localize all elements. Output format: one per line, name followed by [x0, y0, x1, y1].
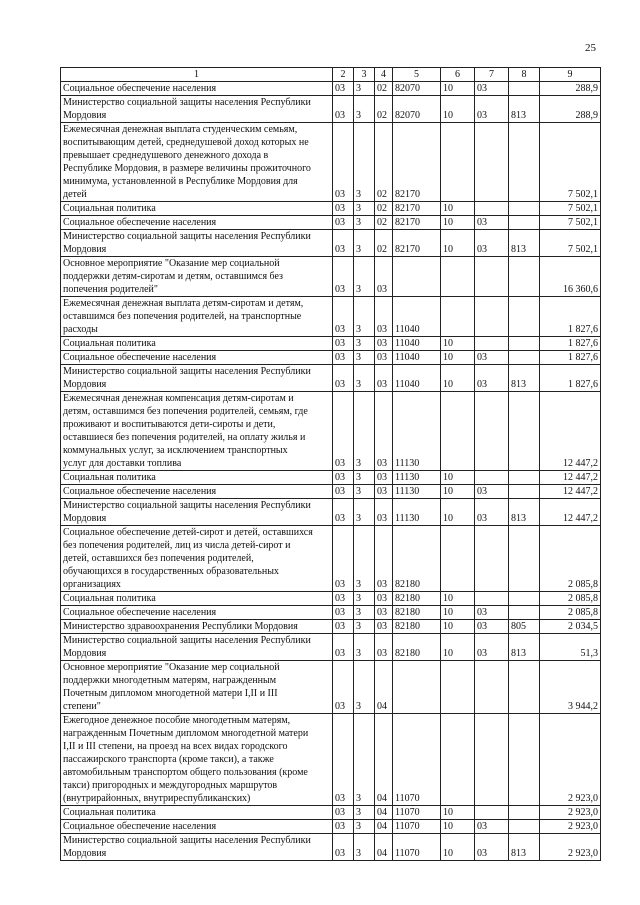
code-cell-c3: 3 — [354, 606, 375, 620]
amount-cell: 1 827,6 — [540, 365, 601, 392]
table-row — [61, 606, 601, 620]
table-row — [61, 820, 601, 834]
code-cell-c4: 02 — [375, 123, 393, 202]
code-cell-c5: 11070 — [393, 806, 441, 820]
code-cell-c8 — [509, 485, 540, 499]
code-cell-c2: 03 — [333, 257, 354, 297]
code-cell-c7: 03 — [475, 820, 509, 834]
code-cell-c3: 3 — [354, 297, 375, 337]
code-cell-c6: 10 — [441, 82, 475, 96]
code-cell-c5: 82170 — [393, 230, 441, 257]
code-cell-c5: 82170 — [393, 216, 441, 230]
code-cell-c8: 813 — [509, 365, 540, 392]
table-row — [61, 485, 601, 499]
code-cell-c6: 10 — [441, 806, 475, 820]
table-row — [61, 337, 601, 351]
code-cell-c2: 03 — [333, 96, 354, 123]
row-name-cell: Ежемесячная денежная выплата студенческим семьям, воспитывающим детей, среднедушевой доход которых не превышает среднедушевого денежного дохода в Республике Мордовия, в размере величины прожиточного минимума, установленной в Республике Мордовия для детей — [61, 123, 333, 202]
table-row — [61, 661, 601, 714]
code-cell-c4: 04 — [375, 820, 393, 834]
code-cell-c7 — [475, 297, 509, 337]
code-cell-c3: 3 — [354, 661, 375, 714]
row-name-cell: Ежемесячная денежная выплата детям-сиротам и детям, оставшимся без попечения родителей, на транспортные расходы — [61, 297, 333, 337]
table-row — [61, 471, 601, 485]
code-cell-c5: 82170 — [393, 123, 441, 202]
code-cell-c3: 3 — [354, 96, 375, 123]
code-cell-c8: 813 — [509, 499, 540, 526]
code-cell-c4: 03 — [375, 471, 393, 485]
code-cell-c3: 3 — [354, 337, 375, 351]
code-cell-c5: 11130 — [393, 471, 441, 485]
code-cell-c3: 3 — [354, 592, 375, 606]
code-cell-c6: 10 — [441, 592, 475, 606]
code-cell-c4: 02 — [375, 96, 393, 123]
code-cell-c6: 10 — [441, 471, 475, 485]
code-cell-c8: 813 — [509, 230, 540, 257]
code-cell-c7: 03 — [475, 230, 509, 257]
amount-cell: 1 827,6 — [540, 337, 601, 351]
code-cell-c4: 04 — [375, 661, 393, 714]
code-cell-c7: 03 — [475, 499, 509, 526]
amount-cell: 2 923,0 — [540, 834, 601, 861]
code-cell-c7: 03 — [475, 485, 509, 499]
code-cell-c7 — [475, 471, 509, 485]
code-cell-c2: 03 — [333, 634, 354, 661]
code-cell-c5: 11040 — [393, 337, 441, 351]
amount-cell: 2 923,0 — [540, 820, 601, 834]
code-cell-c2: 03 — [333, 297, 354, 337]
amount-cell: 1 827,6 — [540, 297, 601, 337]
code-cell-c3: 3 — [354, 634, 375, 661]
table-row — [61, 82, 601, 96]
code-cell-c8 — [509, 123, 540, 202]
code-cell-c4: 02 — [375, 202, 393, 216]
code-cell-c3: 3 — [354, 526, 375, 592]
amount-cell: 2 085,8 — [540, 592, 601, 606]
code-cell-c6: 10 — [441, 499, 475, 526]
code-cell-c2: 03 — [333, 202, 354, 216]
code-cell-c8 — [509, 820, 540, 834]
header-cell: 4 — [375, 68, 393, 82]
code-cell-c2: 03 — [333, 620, 354, 634]
code-cell-c7 — [475, 202, 509, 216]
code-cell-c8 — [509, 526, 540, 592]
code-cell-c7: 03 — [475, 82, 509, 96]
row-name-cell: Социальное обеспечение детей-сирот и детей, оставшихся без попечения родителей, лиц из числа детей-сирот и детей, оставшихся без попечения родителей, обучающихся в государственных образовательных организациях — [61, 526, 333, 592]
code-cell-c4: 03 — [375, 351, 393, 365]
row-name-cell: Социальная политика — [61, 806, 333, 820]
code-cell-c3: 3 — [354, 257, 375, 297]
code-cell-c2: 03 — [333, 82, 354, 96]
code-cell-c4: 03 — [375, 257, 393, 297]
row-name-cell: Социальная политика — [61, 592, 333, 606]
code-cell-c6: 10 — [441, 820, 475, 834]
code-cell-c5: 11070 — [393, 834, 441, 861]
code-cell-c3: 3 — [354, 714, 375, 806]
code-cell-c2: 03 — [333, 392, 354, 471]
row-name-cell: Ежемесячная денежная компенсация детям-сиротам и детям, оставшимся без попечения родителей, семьям, где проживают и воспитываются дети-сироты и дети, оставшиеся без попечения родителей, на оплату жилья и коммунальных услуг, за исключением транспортных услуг для доставки топлива — [61, 392, 333, 471]
code-cell-c2: 03 — [333, 661, 354, 714]
row-name-cell: Министерство социальной защиты населения Республики Мордовия — [61, 96, 333, 123]
code-cell-c5: 82180 — [393, 620, 441, 634]
code-cell-c2: 03 — [333, 337, 354, 351]
code-cell-c3: 3 — [354, 123, 375, 202]
code-cell-c7: 03 — [475, 96, 509, 123]
row-name-cell: Министерство социальной защиты населения Республики Мордовия — [61, 634, 333, 661]
code-cell-c5: 11040 — [393, 365, 441, 392]
table-row — [61, 365, 601, 392]
code-cell-c6 — [441, 257, 475, 297]
code-cell-c8 — [509, 351, 540, 365]
code-cell-c8: 813 — [509, 96, 540, 123]
code-cell-c8 — [509, 592, 540, 606]
code-cell-c6: 10 — [441, 834, 475, 861]
row-name-cell: Социальная политика — [61, 337, 333, 351]
code-cell-c7 — [475, 806, 509, 820]
code-cell-c7: 03 — [475, 634, 509, 661]
code-cell-c6: 10 — [441, 96, 475, 123]
header-cell: 2 — [333, 68, 354, 82]
code-cell-c3: 3 — [354, 485, 375, 499]
code-cell-c8 — [509, 337, 540, 351]
code-cell-c4: 02 — [375, 82, 393, 96]
code-cell-c7 — [475, 257, 509, 297]
code-cell-c7: 03 — [475, 620, 509, 634]
code-cell-c3: 3 — [354, 834, 375, 861]
amount-cell: 2 034,5 — [540, 620, 601, 634]
code-cell-c4: 03 — [375, 297, 393, 337]
code-cell-c6: 10 — [441, 337, 475, 351]
row-name-cell: Министерство социальной защиты населения Республики Мордовия — [61, 834, 333, 861]
code-cell-c2: 03 — [333, 123, 354, 202]
code-cell-c5 — [393, 661, 441, 714]
code-cell-c7: 03 — [475, 606, 509, 620]
row-name-cell: Социальная политика — [61, 202, 333, 216]
code-cell-c3: 3 — [354, 230, 375, 257]
code-cell-c5 — [393, 257, 441, 297]
code-cell-c4: 03 — [375, 485, 393, 499]
code-cell-c5: 11070 — [393, 820, 441, 834]
code-cell-c3: 3 — [354, 392, 375, 471]
code-cell-c4: 03 — [375, 592, 393, 606]
code-cell-c6: 10 — [441, 606, 475, 620]
code-cell-c4: 04 — [375, 834, 393, 861]
code-cell-c4: 03 — [375, 365, 393, 392]
code-cell-c2: 03 — [333, 499, 354, 526]
code-cell-c4: 03 — [375, 620, 393, 634]
code-cell-c4: 04 — [375, 714, 393, 806]
code-cell-c8 — [509, 202, 540, 216]
row-name-cell: Министерство социальной защиты населения Республики Мордовия — [61, 499, 333, 526]
code-cell-c2: 03 — [333, 230, 354, 257]
table-row — [61, 257, 601, 297]
amount-cell: 2 085,8 — [540, 606, 601, 620]
header-cell: 1 — [61, 68, 333, 82]
header-cell: 3 — [354, 68, 375, 82]
header-cell: 5 — [393, 68, 441, 82]
code-cell-c2: 03 — [333, 216, 354, 230]
row-name-cell: Министерство здравоохранения Республики Мордовия — [61, 620, 333, 634]
row-name-cell: Социальное обеспечение населения — [61, 606, 333, 620]
code-cell-c8 — [509, 471, 540, 485]
header-cell: 8 — [509, 68, 540, 82]
table-row — [61, 592, 601, 606]
code-cell-c5: 82070 — [393, 96, 441, 123]
amount-cell: 288,9 — [540, 96, 601, 123]
code-cell-c8 — [509, 714, 540, 806]
code-cell-c3: 3 — [354, 82, 375, 96]
code-cell-c3: 3 — [354, 216, 375, 230]
code-cell-c6 — [441, 661, 475, 714]
amount-cell: 288,9 — [540, 82, 601, 96]
code-cell-c3: 3 — [354, 351, 375, 365]
code-cell-c7 — [475, 123, 509, 202]
table-row — [61, 123, 601, 202]
code-cell-c8 — [509, 806, 540, 820]
code-cell-c7 — [475, 526, 509, 592]
code-cell-c5: 11040 — [393, 297, 441, 337]
code-cell-c7 — [475, 714, 509, 806]
amount-cell: 2 085,8 — [540, 526, 601, 592]
amount-cell: 12 447,2 — [540, 499, 601, 526]
row-name-cell: Министерство социальной защиты населения Республики Мордовия — [61, 230, 333, 257]
code-cell-c6: 10 — [441, 620, 475, 634]
code-cell-c3: 3 — [354, 806, 375, 820]
row-name-cell: Социальная политика — [61, 471, 333, 485]
code-cell-c8: 813 — [509, 634, 540, 661]
code-cell-c6: 10 — [441, 485, 475, 499]
row-name-cell: Социальное обеспечение населения — [61, 485, 333, 499]
code-cell-c8 — [509, 82, 540, 96]
code-cell-c5: 11130 — [393, 485, 441, 499]
code-cell-c7: 03 — [475, 216, 509, 230]
code-cell-c8: 813 — [509, 834, 540, 861]
code-cell-c4: 03 — [375, 606, 393, 620]
code-cell-c3: 3 — [354, 202, 375, 216]
code-cell-c3: 3 — [354, 499, 375, 526]
code-cell-c3: 3 — [354, 620, 375, 634]
code-cell-c2: 03 — [333, 485, 354, 499]
code-cell-c2: 03 — [333, 820, 354, 834]
table-row — [61, 806, 601, 820]
amount-cell: 12 447,2 — [540, 471, 601, 485]
row-name-cell: Основное мероприятие "Оказание мер социальной поддержки многодетным матерям, награжденным Почетным дипломом многодетной матери I,II и III степени" — [61, 661, 333, 714]
code-cell-c5: 82070 — [393, 82, 441, 96]
code-cell-c6 — [441, 526, 475, 592]
code-cell-c4: 03 — [375, 499, 393, 526]
code-cell-c4: 03 — [375, 337, 393, 351]
table-row — [61, 834, 601, 861]
table-row — [61, 216, 601, 230]
row-name-cell: Социальное обеспечение населения — [61, 820, 333, 834]
code-cell-c8 — [509, 392, 540, 471]
table-row — [61, 634, 601, 661]
code-cell-c4: 03 — [375, 634, 393, 661]
code-cell-c4: 02 — [375, 230, 393, 257]
amount-cell: 1 827,6 — [540, 351, 601, 365]
code-cell-c8 — [509, 297, 540, 337]
header-cell: 6 — [441, 68, 475, 82]
code-cell-c4: 03 — [375, 392, 393, 471]
amount-cell: 2 923,0 — [540, 806, 601, 820]
table-header-row — [61, 68, 601, 82]
budget-table — [60, 67, 601, 861]
code-cell-c2: 03 — [333, 606, 354, 620]
code-cell-c8 — [509, 661, 540, 714]
amount-cell: 7 502,1 — [540, 202, 601, 216]
code-cell-c6: 10 — [441, 202, 475, 216]
code-cell-c6: 10 — [441, 230, 475, 257]
amount-cell: 3 944,2 — [540, 661, 601, 714]
code-cell-c8: 805 — [509, 620, 540, 634]
code-cell-c7: 03 — [475, 834, 509, 861]
header-cell: 9 — [540, 68, 601, 82]
code-cell-c7 — [475, 592, 509, 606]
amount-cell: 7 502,1 — [540, 216, 601, 230]
code-cell-c2: 03 — [333, 592, 354, 606]
code-cell-c2: 03 — [333, 526, 354, 592]
row-name-cell: Министерство социальной защиты населения Республики Мордовия — [61, 365, 333, 392]
table-row — [61, 297, 601, 337]
table-row — [61, 499, 601, 526]
code-cell-c2: 03 — [333, 834, 354, 861]
code-cell-c2: 03 — [333, 714, 354, 806]
code-cell-c6 — [441, 123, 475, 202]
code-cell-c4: 02 — [375, 216, 393, 230]
code-cell-c7 — [475, 337, 509, 351]
code-cell-c7 — [475, 661, 509, 714]
row-name-cell: Ежегодное денежное пособие многодетным матерям, награжденным Почетным дипломом многодетной матери I,II и III степени, на проезд на всех видах городского пассажирского транспорта (кроме такси), а также автомобильным транспортом общего пользования (кроме такси) пригородных и междугородных маршрутов (внутрирайонных, внутриреспубликанских) — [61, 714, 333, 806]
code-cell-c8 — [509, 606, 540, 620]
code-cell-c5: 82180 — [393, 592, 441, 606]
code-cell-c7: 03 — [475, 351, 509, 365]
row-name-cell: Социальное обеспечение населения — [61, 82, 333, 96]
page-number: 25 — [585, 42, 596, 54]
code-cell-c5: 82180 — [393, 634, 441, 661]
table-row — [61, 230, 601, 257]
code-cell-c2: 03 — [333, 471, 354, 485]
amount-cell: 2 923,0 — [540, 714, 601, 806]
code-cell-c3: 3 — [354, 471, 375, 485]
code-cell-c5: 11070 — [393, 714, 441, 806]
code-cell-c8 — [509, 257, 540, 297]
code-cell-c3: 3 — [354, 820, 375, 834]
code-cell-c6 — [441, 714, 475, 806]
table-row — [61, 526, 601, 592]
code-cell-c6: 10 — [441, 634, 475, 661]
table-row — [61, 351, 601, 365]
code-cell-c5: 11130 — [393, 499, 441, 526]
code-cell-c6 — [441, 392, 475, 471]
code-cell-c7 — [475, 392, 509, 471]
code-cell-c6: 10 — [441, 216, 475, 230]
table-row — [61, 620, 601, 634]
header-cell: 7 — [475, 68, 509, 82]
table-row — [61, 392, 601, 471]
code-cell-c8 — [509, 216, 540, 230]
amount-cell: 7 502,1 — [540, 123, 601, 202]
code-cell-c5: 82180 — [393, 526, 441, 592]
code-cell-c6: 10 — [441, 351, 475, 365]
code-cell-c6 — [441, 297, 475, 337]
row-name-cell: Социальное обеспечение населения — [61, 351, 333, 365]
amount-cell: 7 502,1 — [540, 230, 601, 257]
table-row — [61, 714, 601, 806]
code-cell-c5: 82170 — [393, 202, 441, 216]
row-name-cell: Социальное обеспечение населения — [61, 216, 333, 230]
code-cell-c6: 10 — [441, 365, 475, 392]
code-cell-c4: 04 — [375, 806, 393, 820]
code-cell-c5: 11130 — [393, 392, 441, 471]
amount-cell: 51,3 — [540, 634, 601, 661]
amount-cell: 16 360,6 — [540, 257, 601, 297]
code-cell-c4: 03 — [375, 526, 393, 592]
row-name-cell: Основное мероприятие "Оказание мер социальной поддержки детям-сиротам и детям, оставшимся без попечения родителей" — [61, 257, 333, 297]
amount-cell: 12 447,2 — [540, 392, 601, 471]
code-cell-c5: 11040 — [393, 351, 441, 365]
amount-cell: 12 447,2 — [540, 485, 601, 499]
table-row — [61, 96, 601, 123]
code-cell-c3: 3 — [354, 365, 375, 392]
code-cell-c5: 82180 — [393, 606, 441, 620]
table-row — [61, 202, 601, 216]
code-cell-c2: 03 — [333, 806, 354, 820]
code-cell-c2: 03 — [333, 365, 354, 392]
code-cell-c7: 03 — [475, 365, 509, 392]
code-cell-c2: 03 — [333, 351, 354, 365]
